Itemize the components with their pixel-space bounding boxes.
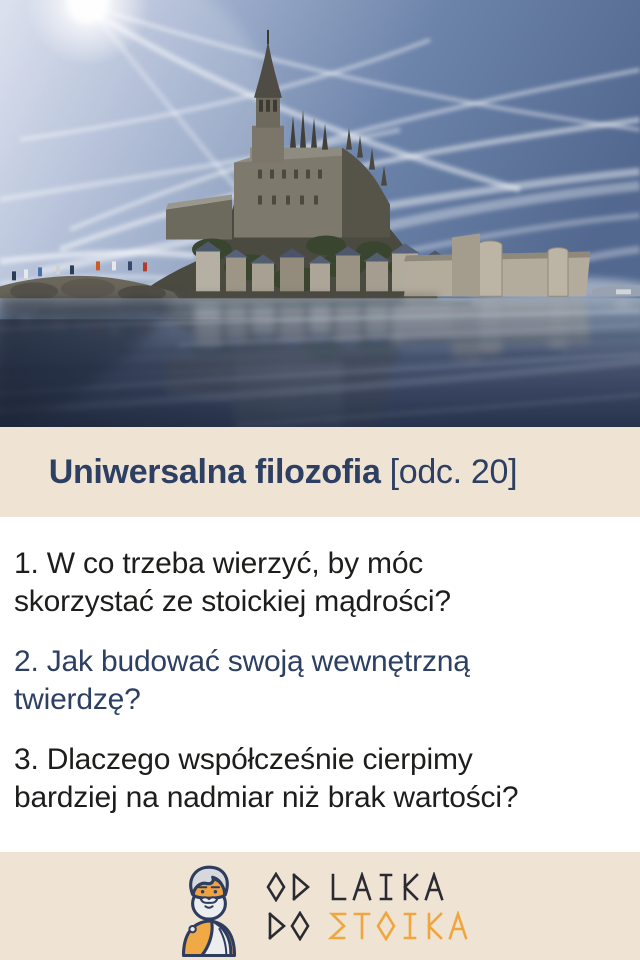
question-3-line-1: 3. Dlaczego współcześnie cierpimy bbox=[14, 743, 473, 777]
mont-saint-michel-photo-icon bbox=[0, 0, 640, 427]
question-1-line-2: skorzystać ze stoickiej mądrości? bbox=[14, 585, 451, 619]
brand-line-2 bbox=[264, 911, 472, 941]
brand-line-1 bbox=[264, 872, 472, 902]
footer-brand bbox=[0, 852, 640, 960]
page-title bbox=[49, 453, 518, 492]
title-main: Uniwersalna filozofia bbox=[48, 452, 381, 491]
question-2-line-2: twierdzę? bbox=[14, 683, 141, 717]
question-2-line-1: 2. Jak budować swoją wewnętrzną bbox=[14, 645, 470, 679]
brand-text-stoika bbox=[326, 911, 472, 941]
hero-photo bbox=[0, 0, 640, 427]
question-3-line-2: bardziej na nadmiar niż brak wartości? bbox=[14, 781, 519, 815]
brand-text-do bbox=[264, 911, 314, 941]
title-band bbox=[0, 427, 640, 517]
question-2 bbox=[14, 643, 626, 719]
brand-wordmark bbox=[264, 872, 472, 941]
stoic-philosopher-avatar-icon bbox=[168, 863, 250, 957]
question-1 bbox=[14, 545, 626, 621]
brand-text-od-laika bbox=[264, 872, 448, 902]
questions-list bbox=[0, 517, 640, 852]
question-3 bbox=[14, 741, 626, 817]
question-1-line-1: 1. W co trzeba wierzyć, by móc bbox=[14, 547, 424, 580]
title-episode-number: [odc. 20] bbox=[389, 452, 518, 491]
